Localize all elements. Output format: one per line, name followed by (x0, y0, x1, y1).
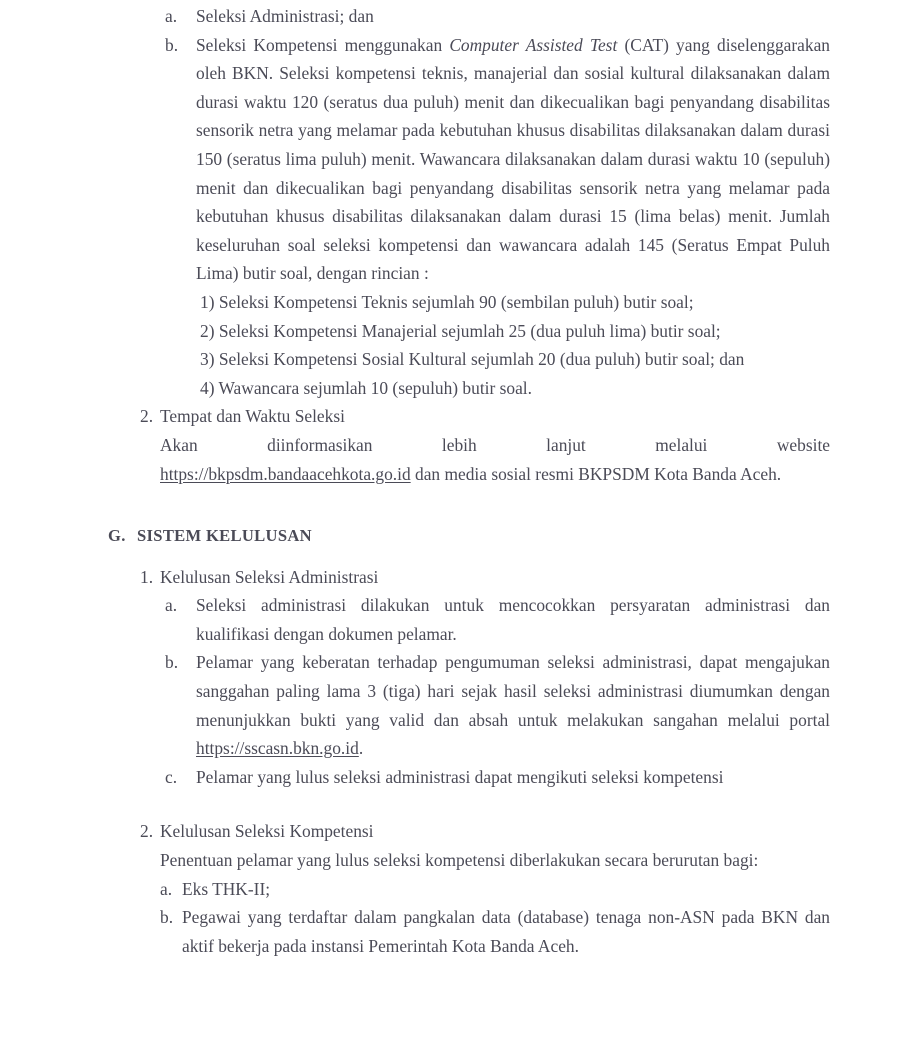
list-item-text: Eks THK-II; (182, 878, 271, 899)
list-item-a-administrasi (0, 0, 900, 31)
list-marker: a. (165, 595, 178, 616)
list-marker: c. (165, 766, 178, 787)
section-heading-g (0, 522, 900, 551)
spacer (0, 551, 900, 563)
list-item-a-seleksi-administrasi (0, 591, 900, 648)
list-marker: b. (165, 34, 179, 55)
section-title: SISTEM KELULUSAN (137, 526, 312, 546)
list-item-heading: Kelulusan Seleksi Administrasi (160, 566, 379, 587)
tempat-waktu-line1: Akan diinformasikan lebih lanjut melalui website (160, 434, 830, 455)
rincian-item-2 (0, 317, 900, 346)
tempat-waktu-tail: dan media sosial resmi BKPSDM Kota Banda Aceh. (410, 463, 782, 484)
rincian-text: 4) Wawancara sejumlah 10 (sepuluh) butir soal. (200, 377, 532, 398)
spacer (0, 791, 900, 817)
list-item-heading: Tempat dan Waktu Seleksi (160, 406, 345, 427)
section-letter: G. (108, 526, 126, 546)
kelulusan-kompetensi-intro-text: Penentuan pelamar yang lulus seleksi kompetensi diberlakukan secara berurutan bagi: (160, 850, 759, 871)
list-marker: b. (165, 652, 179, 673)
list-item-text: Seleksi Administrasi; dan (196, 6, 374, 26)
list-item-b-sanggahan (0, 648, 900, 762)
list-marker: 2. (140, 406, 154, 427)
tempat-waktu-line2 (160, 460, 830, 489)
rincian-item-3 (0, 345, 900, 374)
kelulusan-kompetensi-intro (0, 846, 900, 875)
list-item-text: Pelamar yang lulus seleksi administrasi dapat mengikuti seleksi kompetensi (196, 766, 724, 787)
italic-term-cat: Computer Assisted Test (449, 34, 618, 55)
list-item-1-kelulusan-administrasi (0, 563, 900, 592)
list-marker: 2. (140, 821, 154, 842)
rincian-item-4 (0, 374, 900, 403)
list-marker: 1. (140, 566, 154, 587)
list-marker: b. (160, 907, 174, 928)
list-item-text: Pegawai yang terdaftar dalam pangkalan data (database) tenaga non-ASN pada BKN dan aktif bekerja pada instansi Pemerintah Kota Banda Aceh. (182, 907, 830, 956)
list-item-heading: Kelulusan Seleksi Kompetensi (160, 821, 374, 842)
list-item-b-pegawai-non-asn (0, 903, 900, 960)
sanggahan-text-lead: Pelamar yang keberatan terhadap pengumuman seleksi administrasi, dapat mengajukan sanggahan paling lama 3 (tiga) hari sejak hasil seleksi administrasi diumumkan dengan menunjukkan bukti yang valid dan absah untuk melakukan sangahan melalui portal (196, 652, 830, 730)
list-item-text: Seleksi administrasi dilakukan untuk mencocokkan persyaratan administrasi dan kualifikasi dengan dokumen pelamar. (196, 595, 830, 644)
spacer (0, 488, 900, 522)
sanggahan-text-tail: . (358, 738, 364, 759)
kompetensi-text-lead: Seleksi Kompetensi menggunakan (196, 34, 450, 55)
list-item-2-kelulusan-kompetensi (0, 817, 900, 846)
list-item-a-eks-thk (0, 875, 900, 904)
list-item-text (196, 648, 830, 762)
rincian-text: 1) Seleksi Kompetensi Teknis sejumlah 90 (sembilan puluh) butir soal; (200, 291, 694, 312)
list-marker: a. (165, 6, 178, 26)
rincian-text: 3) Seleksi Kompetensi Sosial Kultural sejumlah 20 (dua puluh) butir soal; dan (200, 349, 745, 370)
link-sscasn[interactable]: https://sscasn.bkn.go.id (196, 738, 359, 759)
kompetensi-text-rest: (CAT) yang diselenggarakan oleh BKN. Seleksi kompetensi teknis, manajerial dan sosial kultural dilaksanakan dalam durasi waktu 120 (seratus dua puluh) menit dan dikecualikan bagi penyandang disabilitas sensorik netra yang melamar pada kebutuhan khusus disabilitas dilaksanakan dalam durasi 150 (seratus lima puluh) menit. Wawancara dilaksanakan dalam durasi waktu 10 (sepuluh) menit dan dikecualikan bagi penyandang disabilitas sensorik netra yang melamar pada kebutuhan khusus disabilitas dilaksanakan dalam durasi 15 (lima belas) menit. Jumlah keseluruhan soal seleksi kompetensi dan wawancara adalah 145 (Seratus Empat Puluh Lima) butir soal, dengan rincian : (196, 34, 830, 284)
rincian-item-1 (0, 288, 900, 317)
link-bkpsdm[interactable]: https://bkpsdm.bandaacehkota.go.id (160, 463, 411, 484)
list-marker: a. (160, 878, 173, 899)
tempat-waktu-body (0, 431, 900, 488)
list-item-c-lulus-administrasi (0, 763, 900, 792)
list-item-text (196, 31, 830, 288)
rincian-text: 2) Seleksi Kompetensi Manajerial sejumlah 25 (dua puluh lima) butir soal; (200, 320, 721, 341)
list-item-b-kompetensi (0, 31, 900, 288)
list-item-2-tempat-waktu (0, 402, 900, 431)
